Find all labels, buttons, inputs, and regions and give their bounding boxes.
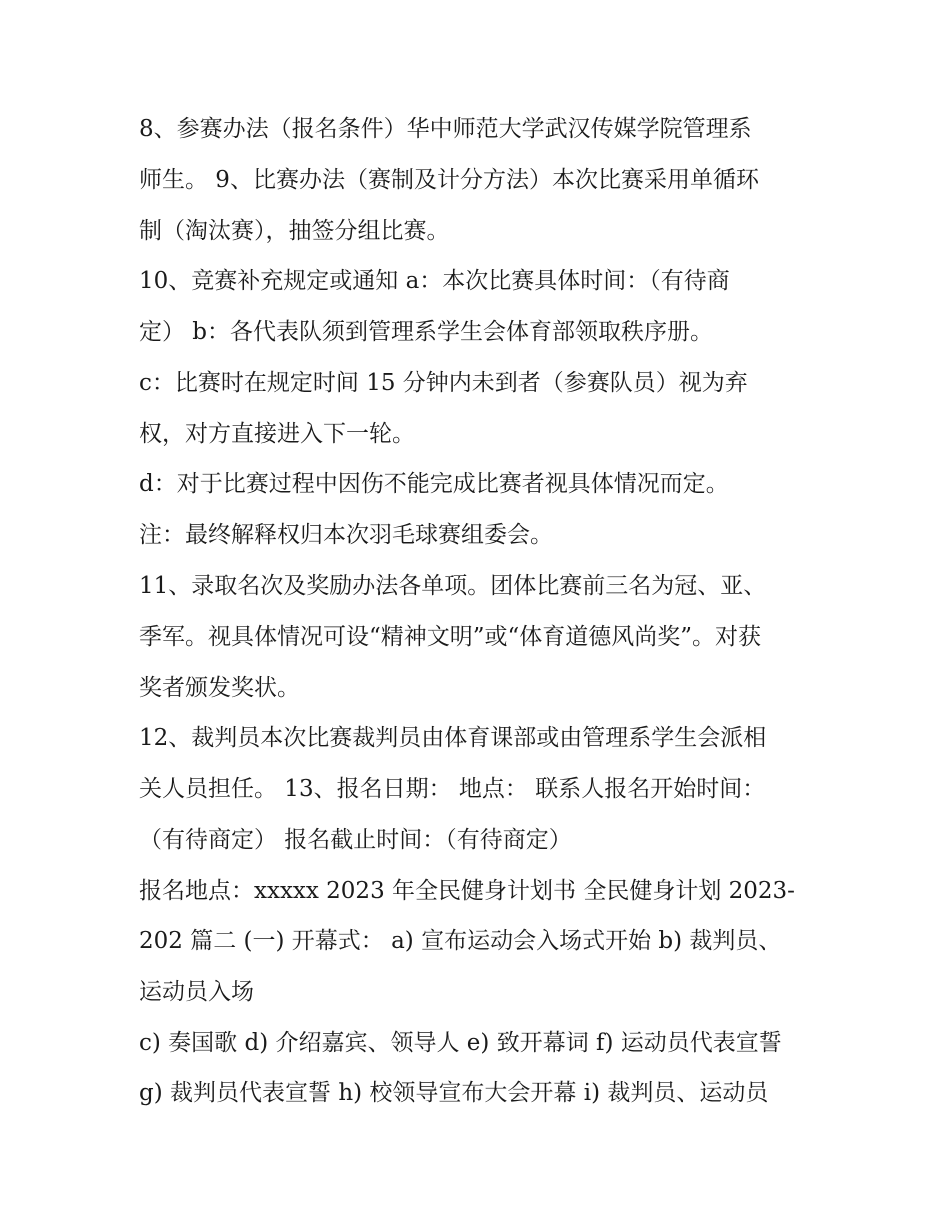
text-line: 报名地点：xxxxx 2023 年全民健身计划书 全民健身计划 2023-: [139, 878, 795, 904]
text-line: 制（淘汰赛），抽签分组比赛。: [139, 218, 450, 244]
text-line: c：比赛时在规定时间 15 分钟内未到者（参赛队员）视为弃: [139, 370, 748, 396]
text-line: 202 篇二 (一) 开幕式： a) 宣布运动会入场式开始 b) 裁判员、: [139, 928, 782, 954]
text-line: 运动员入场: [139, 979, 254, 1005]
text-line: 权，对方直接进入下一轮。: [139, 421, 415, 447]
text-line: g) 裁判员代表宣誓 h) 校领导宣布大会开幕 i) 裁判员、运动员: [139, 1080, 769, 1106]
text-line: 注：最终解释权归本次羽毛球赛组委会。: [139, 522, 553, 548]
text-line: 10、竞赛补充规定或通知 a：本次比赛具体时间：（有待商: [139, 268, 730, 294]
text-line: c) 奏国歌 d) 介绍嘉宾、领导人 e) 致开幕词 f) 运动员代表宣誓: [139, 1030, 782, 1056]
text-line: 师生。 9、比赛办法（赛制及计分方法）本次比赛采用单循环: [139, 167, 759, 193]
text-line: 定） b：各代表队须到管理系学生会体育部领取秩序册。: [139, 319, 714, 345]
text-line: 11、录取名次及奖励办法各单项。团体比赛前三名为冠、亚、: [139, 573, 767, 599]
text-line: 12、裁判员本次比赛裁判员由体育课部或由管理系学生会派相: [139, 725, 767, 751]
text-line: d：对于比赛过程中因伤不能完成比赛者视具体情况而定。: [139, 471, 729, 497]
text-line: 关人员担任。 13、报名日期： 地点： 联系人报名开始时间：: [139, 776, 766, 802]
text-line: 8、参赛办法（报名条件）华中师范大学武汉传媒学院管理系: [139, 116, 752, 142]
text-line: （有待商定） 报名截止时间：（有待商定）: [139, 827, 572, 853]
text-line: 奖者颁发奖状。: [139, 675, 300, 701]
text-line: 季军。视具体情况可设“精神文明”或“体育道德风尚奖”。对获: [139, 624, 762, 650]
